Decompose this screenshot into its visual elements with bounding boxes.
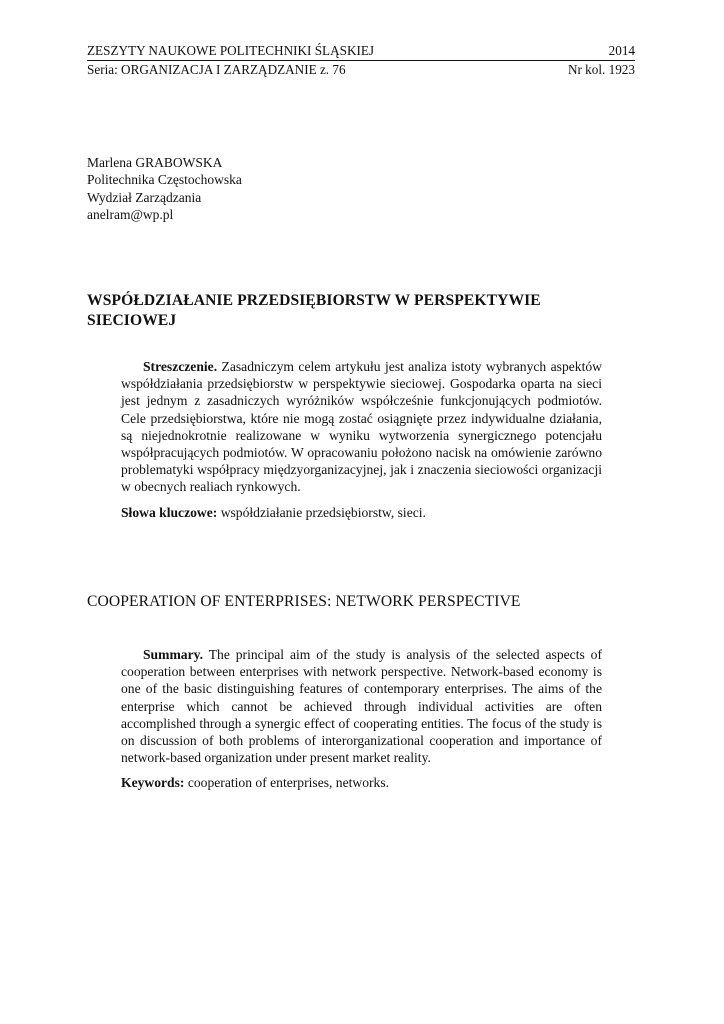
keywords-pl-paragraph <box>121 504 602 521</box>
journal-year: 2014 <box>608 43 635 58</box>
abstract-en-label: Summary. <box>143 647 204 662</box>
abstract-pl-text: Zasadniczym celem artykułu jest analiza istoty wybranych aspektów współdziałania przedsiębiorstw w perspektywie sieciowej. Gospodarka oparta na sieci jest jednym z zasadniczych wyróżników współcześnie funkcjonujących podmiotów. Cele przedsiębiorstwa, które nie mogą zostać osiągnięte przez indywidualne działania, są niejednokrotnie realizowane w wyniku wytworzenia synergicznego potencjału współpracujących podmiotów. W opracowaniu położono nacisk na omówienie zarówno problematyki współpracy międzyorganizacyjnej, jak i znaczenia sieciowości organizacji w obecnych realiach rynkowych. <box>121 359 602 495</box>
abstract-english <box>121 646 602 792</box>
abstract-en-text: The principal aim of the study is analysis of the selected aspects of cooperation between enterprises with network perspective. Network-based economy is one of the basic distinguishing features of contemporary enterprises. The aims of the enterprise which cannot be achieved through individual activities are often accomplished through a synergic effect of cooperating entities. The focus of the study is on discussion of both problems of interorganizational cooperation and importance of network-based organization under present market reality. <box>121 647 602 766</box>
abstract-pl-label: Streszczenie. <box>143 359 218 374</box>
header-journal-row <box>87 42 635 61</box>
title-pl-line-2: SIECIOWEJ <box>87 312 177 329</box>
author-faculty: Wydział Zarządzania <box>87 189 202 205</box>
running-header <box>87 42 635 78</box>
title-pl-line-1: WSPÓŁDZIAŁANIE PRZEDSIĘBIORSTW W PERSPEKTYWIE <box>87 292 541 309</box>
keywords-en-label: Keywords: <box>121 775 185 791</box>
keywords-pl-text: współdziałanie przedsiębiorstw, sieci. <box>220 504 426 520</box>
keywords-en-text: cooperation of enterprises, networks. <box>187 775 390 791</box>
author-email: anelram@wp.pl <box>87 207 174 223</box>
paper-title-english: COOPERATION OF ENTERPRISES: NETWORK PERSPECTIVE <box>87 593 521 610</box>
abstract-pl-paragraph <box>121 358 602 496</box>
keywords-pl-label: Słowa kluczowe: <box>121 504 218 520</box>
keywords-en-paragraph <box>121 774 602 791</box>
author-block <box>87 154 242 224</box>
author-university: Politechnika Częstochowska <box>87 172 242 188</box>
journal-name: ZESZYTY NAUKOWE POLITECHNIKI ŚLĄSKIEJ <box>87 43 375 58</box>
abstract-en-paragraph <box>121 646 602 766</box>
series-name: Seria: ORGANIZACJA I ZARZĄDZANIE z. 76 <box>87 62 346 77</box>
header-series-row <box>87 61 635 78</box>
paper-title-polish <box>87 291 607 331</box>
author-name: Marlena GRABOWSKA <box>87 155 223 170</box>
abstract-polish <box>121 358 602 521</box>
issue-number: Nr kol. 1923 <box>567 62 635 77</box>
